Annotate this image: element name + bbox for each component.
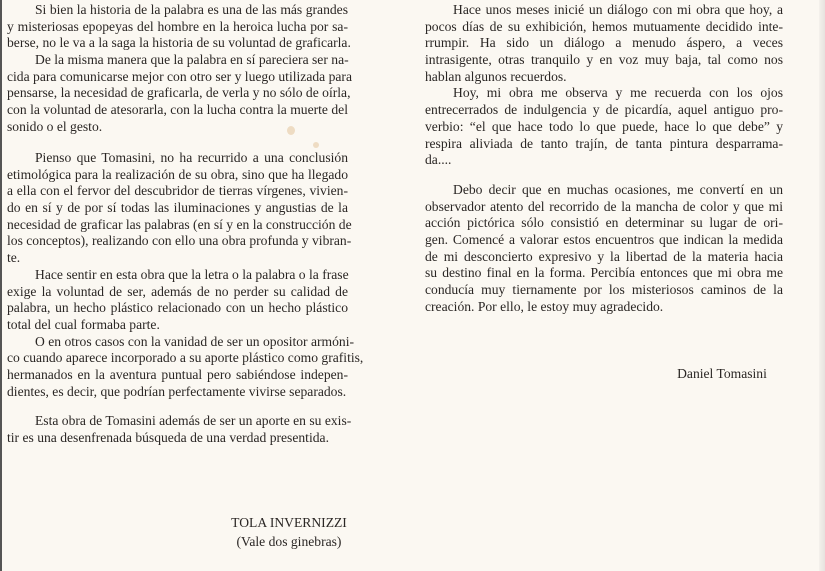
left-text-group: [7, 150, 364, 400]
text-line: creación. Por ello, le estoy muy agradecido.: [425, 298, 664, 314]
paragraph: [425, 2, 783, 85]
paragraph: [7, 52, 352, 135]
text-line: tir es una desenfrenada búsqueda de una verdad presentida.: [7, 429, 329, 445]
text-line: O en otros casos con la vanidad de ser un opositor armóni-: [35, 333, 354, 349]
text-line: verbio: “el que hace todo lo que puede, hace lo que debe” y: [425, 118, 783, 134]
text-line: dientes, es decir, que podrían perfectamente vivirse separados.: [7, 383, 347, 399]
text-line: respira aliviada de tanto trajín, de tanta pintura desparrama-: [425, 135, 783, 151]
signature-name: Daniel Tomasini: [677, 366, 767, 381]
text-line: da....: [425, 152, 452, 168]
text-line: Debo decir que en muchas ocasiones, me convertí en un: [453, 182, 783, 197]
text-line: pocos días de su exhibición, hemos mutuamente decidido inte-: [425, 18, 783, 34]
right-text-group: [425, 182, 783, 316]
paragraph: [7, 413, 352, 446]
text-line: intrasigente, otras tranquilo y en voz muy baja, tal como nos: [425, 52, 783, 68]
signature-daniel: [662, 364, 782, 383]
text-line: a ella con el fervor del descubridor de tierras vírgenes, vivien-: [7, 183, 348, 199]
right-text-group: [425, 2, 783, 169]
text-line: cida para comunicarse mejor con otro ser y luego utilizada para: [7, 68, 352, 84]
left-text-group: [7, 2, 352, 136]
text-line: total del cual formaba parte.: [7, 316, 160, 332]
text-line: de mi desconcierto expresivo y la libertad de la materia hacia: [425, 248, 783, 264]
text-line: Si bien la historia de la palabra es una de las más grandes: [35, 2, 348, 17]
text-line: hablan algunos recuerdos.: [425, 68, 567, 84]
text-line: De la misma manera que la palabra en sí pareciera ser na-: [35, 52, 349, 68]
text-line: los conceptos), realizando con ello una obra profunda y vibran-: [7, 233, 352, 249]
left-text-group: [7, 413, 352, 446]
text-line: observador atento del recorrido de la mancha de color y que mi: [425, 198, 783, 214]
text-line: gen. Comencé a valorar estos encuentros que indican la medida: [425, 232, 783, 248]
text-line: su destino final en la forma. Percibía entonces que mi obra me: [425, 265, 783, 281]
scan-edge-right: [819, 0, 825, 571]
text-line: co cuando aparece incorporado a su aporte plástico como grafitis,: [7, 350, 364, 366]
paragraph: [7, 333, 364, 401]
text-line: berse, no le va a la saga la historia de su voluntad de graficarla.: [7, 35, 351, 51]
text-line: hermanados en la aventura puntual pero sabiéndose indepen-: [7, 366, 348, 382]
text-line: Hace unos meses inicié un diálogo con mi obra que hoy, a: [453, 2, 783, 17]
paragraph: [7, 2, 351, 52]
text-line: sonido o el gesto.: [7, 118, 103, 134]
paragraph: [7, 150, 352, 267]
text-line: Hoy, mi obra me observa y me recuerda con los ojos: [453, 85, 783, 101]
paper-stain: [313, 142, 319, 148]
text-line: do en sí y de por sí todas las iluminaciones y angustias de la: [7, 200, 348, 216]
signature-name: TOLA INVERNIZZI: [231, 515, 347, 530]
text-line: con la voluntad de atesorarla, con la lucha contra la muerte del: [7, 102, 348, 118]
text-line: Pienso que Tomasini, no ha recurrido a una conclusión: [35, 150, 348, 165]
text-line: exige la voluntad de ser, además de no perder su calidad de: [7, 283, 348, 299]
text-line: Hace sentir en esta obra que la letra o la palabra o la frase: [35, 266, 349, 282]
text-line: entrecerrados de indulgencia y de picardía, aquel antiguo pro-: [425, 102, 783, 118]
text-line: palabra, un hecho plástico relacionado con un hecho plástico: [7, 300, 348, 316]
text-line: Esta obra de Tomasini además de ser un aporte en su exis-: [35, 413, 352, 428]
text-line: acción pictórica sólo consistió en determinar su lugar de ori-: [425, 215, 783, 231]
signature-tola: [209, 513, 369, 551]
text-line: rrumpir. Ha sido un diálogo a menudo áspero, a veces: [425, 35, 783, 51]
text-line: pensarse, la necesidad de graficarla, de verla y no sólo de oírla,: [7, 85, 351, 101]
paragraph: [425, 85, 783, 168]
text-line: etimológica para la realización de su obra, sino que ha llegado: [7, 166, 348, 182]
text-line: necesidad de graficar las palabras (en sí y en la construcción de: [7, 216, 352, 232]
text-line: y misteriosas epopeyas del hombre en la heroica lucha por sa-: [7, 18, 348, 34]
signature-subtitle: (Vale dos ginebras): [236, 534, 342, 549]
paragraph: [425, 182, 783, 316]
scan-edge-left: [0, 0, 2, 571]
text-line: te.: [7, 250, 21, 266]
text-line: conducía muy tiernamente por los misteriosos caminos de la: [425, 282, 783, 298]
paragraph: [7, 267, 348, 334]
